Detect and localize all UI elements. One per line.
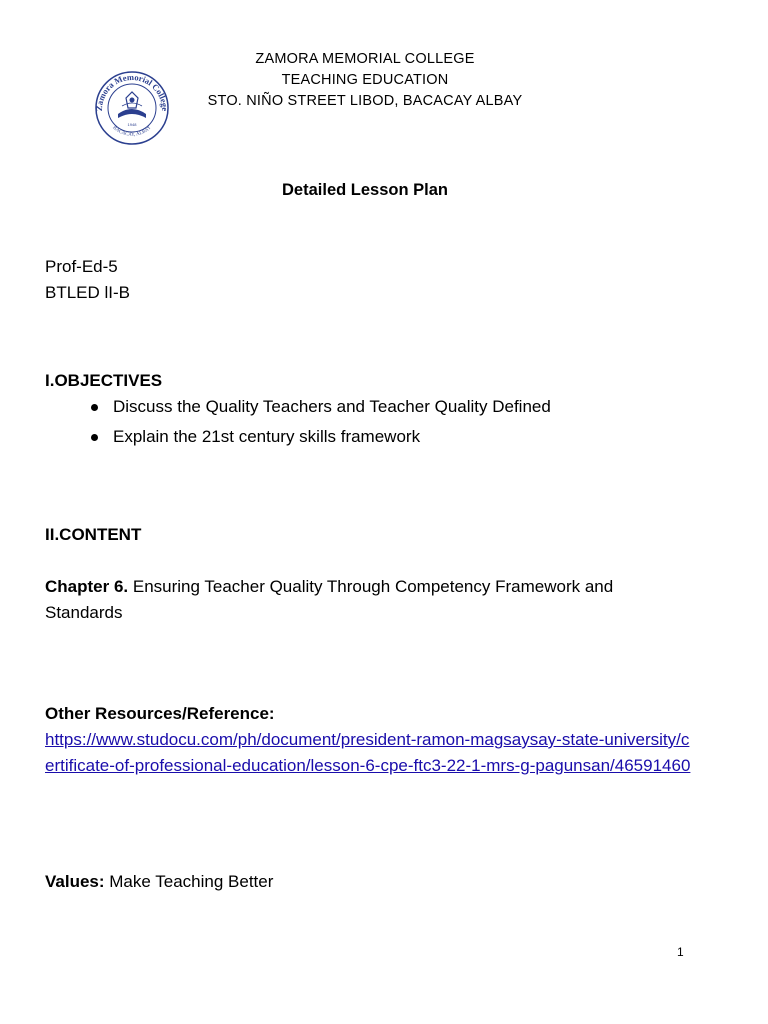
resources-heading: Other Resources/Reference:: [45, 704, 275, 723]
values-line: [45, 869, 273, 895]
resources-paragraph: [45, 727, 695, 779]
college-logo: [92, 70, 172, 146]
college-address: STO. NIÑO STREET LIBOD, BACACAY ALBAY: [207, 93, 523, 109]
objective-item: Discuss the Quality Teachers and Teacher Quality Defined: [90, 394, 551, 424]
college-name: ZAMORA MEMORIAL COLLEGE: [255, 51, 475, 67]
course-code: Prof-Ed-5: [45, 257, 118, 276]
values-text: Make Teaching Better: [104, 872, 274, 891]
department-name: TEACHING EDUCATION: [281, 72, 449, 88]
logo-top-text: Zamora Memorial College: [93, 71, 171, 112]
logo-year: 1948: [127, 122, 137, 127]
page-number: 1: [677, 945, 684, 959]
chapter-paragraph: [45, 574, 685, 626]
page-title: Detailed Lesson Plan: [282, 181, 448, 199]
objective-item: Explain the 21st century skills framework: [90, 424, 551, 454]
college-seal-icon: [92, 70, 172, 146]
objectives-heading: I.OBJECTIVES: [45, 371, 163, 390]
chapter-title: Ensuring Teacher Quality Through Competency Framework and Standards: [45, 577, 614, 622]
class-section: BTLED lI-B: [45, 283, 131, 302]
objectives-list: [90, 394, 551, 454]
values-label: Values:: [45, 872, 105, 891]
content-heading: II.CONTENT: [45, 525, 142, 544]
logo-bottom-text: BACACAY, ALBAY: [111, 125, 153, 138]
reference-link[interactable]: https://www.studocu.com/ph/document/president-ramon-magsaysay-state-university/certificate-of-professional-education/lesson-6-cpe-ftc3-22-1-mrs-g-pagunsan/46591460: [45, 730, 691, 775]
chapter-label: Chapter 6.: [45, 577, 129, 596]
